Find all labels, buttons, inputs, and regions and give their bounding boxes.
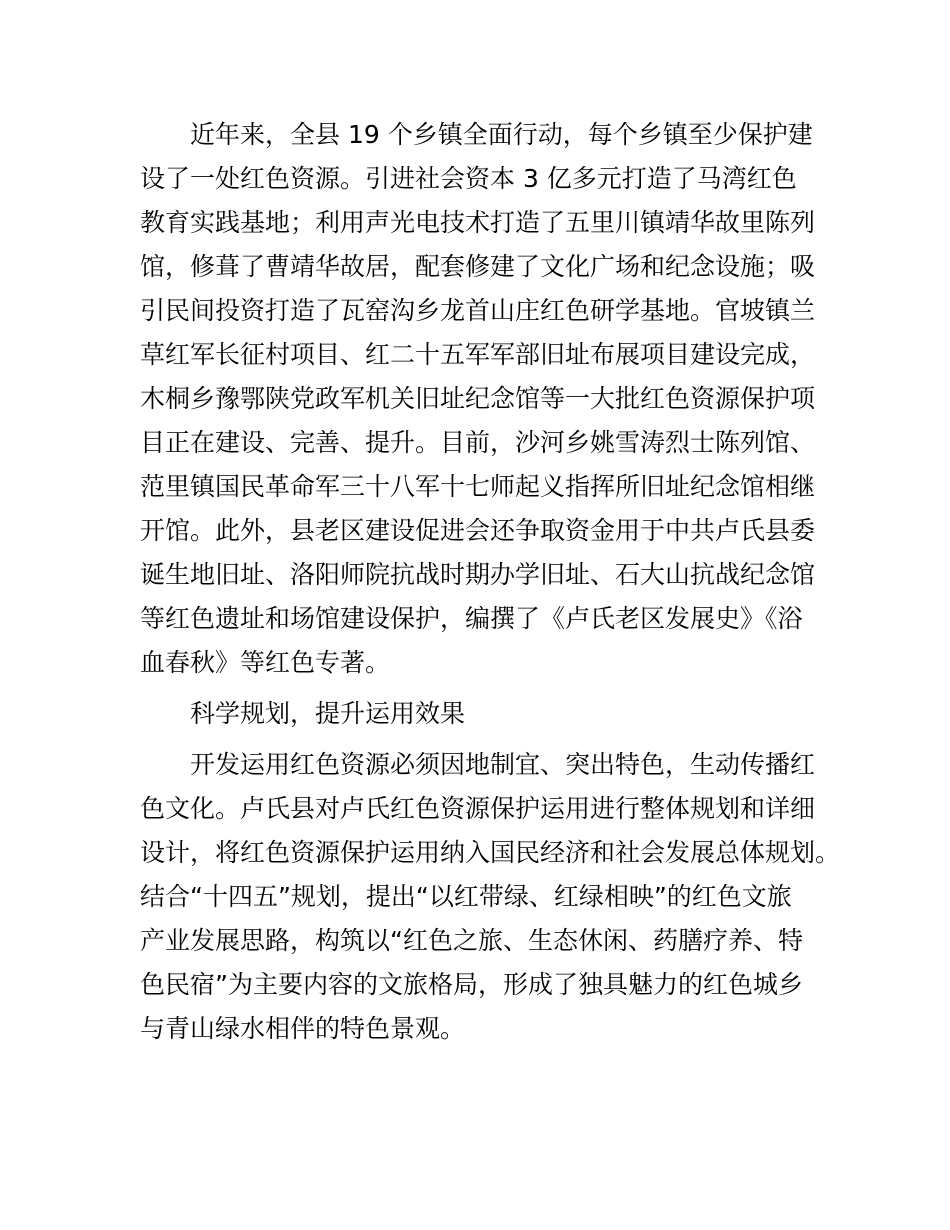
paragraph-1-line-1: 近年来，全县 19 个乡镇全面行动，每个乡镇至少保护建 (190, 120, 813, 149)
paragraph-2-line-6: 色民宿”为主要内容的文旅格局，形成了独具魅力的红色城乡 (140, 970, 803, 999)
paragraph-1-line-3: 教育实践基地；利用声光电技术打造了五里川镇靖华故里陈列 (140, 208, 816, 237)
paragraph-1-line-4: 馆，修葺了曹靖华故居，配套修建了文化广场和纪念设施；吸 (140, 252, 816, 281)
paragraph-1-line-11: 诞生地旧址、洛阳师院抗战时期办学旧址、石大山抗战纪念馆 (140, 560, 816, 589)
paragraph-2-line-3: 设计，将红色资源保护运用纳入国民经济和社会发展总体规划。 (140, 838, 841, 867)
section-heading: 科学规划，提升运用效果 (190, 699, 466, 728)
paragraph-1-line-7: 木桐乡豫鄂陕党政军机关旧址纪念馆等一大批红色资源保护项 (140, 384, 816, 413)
paragraph-2-line-5: 产业发展思路，构筑以“红色之旅、生态休闲、药膳疗养、特 (140, 926, 803, 955)
paragraph-1-line-13: 血春秋》等红色专著。 (140, 648, 391, 677)
paragraph-1-line-12: 等红色遗址和场馆建设保护，编撰了《卢氏老区发展史》《浴 (140, 604, 803, 633)
paragraph-1-line-5: 引民间投资打造了瓦窑沟乡龙首山庄红色研学基地。官坡镇兰 (140, 296, 816, 325)
paragraph-1-line-8: 目正在建设、完善、提升。目前，沙河乡姚雪涛烈士陈列馆、 (140, 428, 816, 457)
paragraph-2-line-1: 开发运用红色资源必须因地制宜、突出特色，生动传播红 (190, 750, 816, 779)
paragraph-2-line-7: 与青山绿水相伴的特色景观。 (140, 1014, 466, 1043)
paragraph-1-line-9: 范里镇国民革命军三十八军十七师起义指挥所旧址纪念馆相继 (140, 472, 816, 501)
paragraph-2-line-2: 色文化。卢氏县对卢氏红色资源保护运用进行整体规划和详细 (140, 794, 816, 823)
paragraph-1-line-6: 草红军长征村项目、红二十五军军部旧址布展项目建设完成， (140, 340, 816, 369)
paragraph-2-line-4: 结合“十四五”规划，提出“以红带绿、红绿相映”的红色文旅 (140, 882, 792, 911)
paragraph-1-line-10: 开馆。此外，县老区建设促进会还争取资金用于中共卢氏县委 (140, 516, 816, 545)
paragraph-1-line-2: 设了一处红色资源。引进社会资本 3 亿多元打造了马湾红色 (140, 164, 797, 193)
